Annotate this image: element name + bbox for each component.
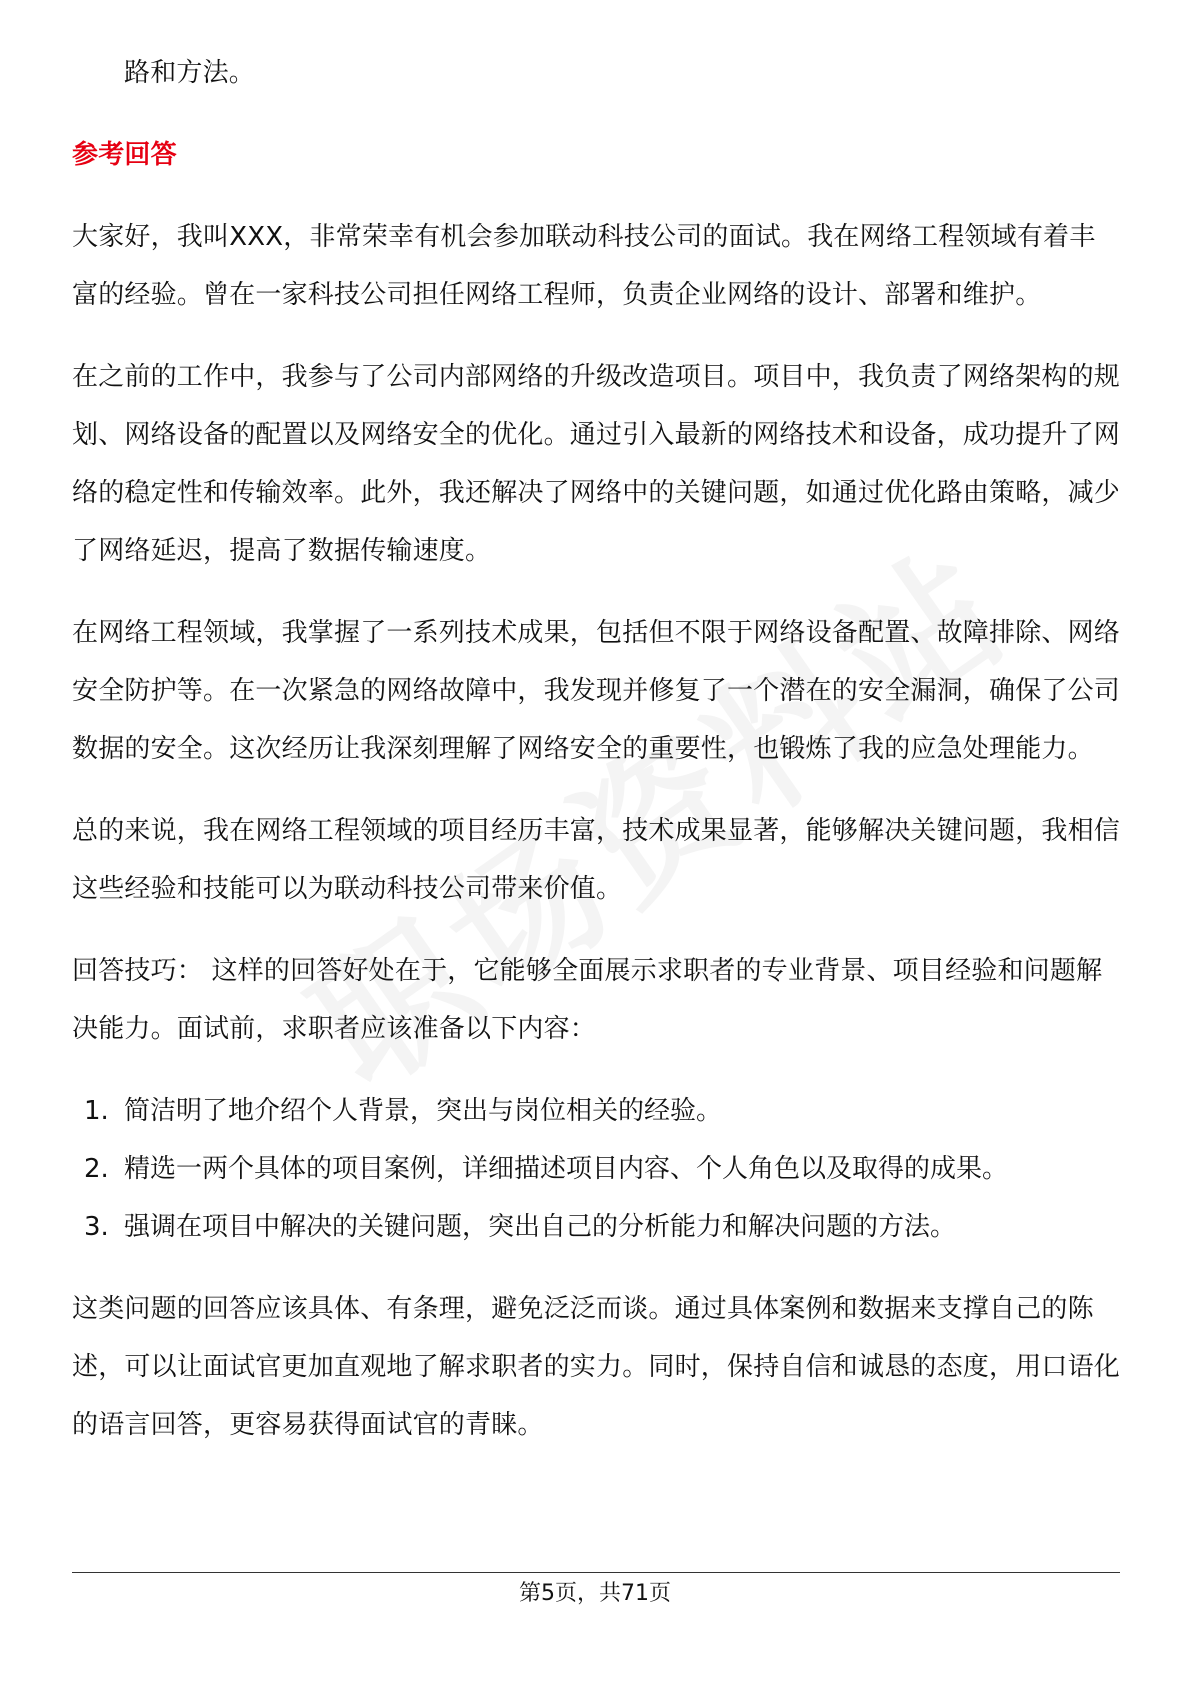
section-heading: 参考回答 xyxy=(72,140,177,170)
list-item-text: 强调在项目中解决的关键问题，突出自己的分析能力和解决问题的方法。 xyxy=(124,1212,957,1242)
page-content xyxy=(72,44,1120,1478)
answer-paragraph-4: 总的来说，我在网络工程领域的项目经历丰富，技术成果显著，能够解决关键问题，我相信这些经验和技能可以为联动科技公司带来价值。 xyxy=(72,816,1121,904)
list-item-number: 1. xyxy=(84,1096,109,1126)
list-item-number: 3. xyxy=(84,1212,109,1242)
answer-paragraph-1: 大家好，我叫XXX，非常荣幸有机会参加联动科技公司的面试。我在网络工程领域有着丰富的经验。曾在一家科技公司担任网络工程师，负责企业网络的设计、部署和维护。 xyxy=(72,222,1096,310)
list-item-number: 2. xyxy=(84,1154,109,1184)
answer-paragraph-2: 在之前的工作中，我参与了公司内部网络的升级改造项目。项目中，我负责了网络架构的规划、网络设备的配置以及网络安全的优化。通过引入最新的网络技术和设备，成功提升了网络的稳定性和传输效率。此外，我还解决了网络中的关键问题，如通过优化路由策略，减少了网络延迟，提高了数据传输速度。 xyxy=(72,362,1121,566)
list-item-text: 精选一两个具体的项目案例，详细描述项目内容、个人角色以及取得的成果。 xyxy=(124,1154,1009,1184)
answer-paragraph-3: 在网络工程领域，我掌握了一系列技术成果，包括但不限于网络设备配置、故障排除、网络安全防护等。在一次紧急的网络故障中，我发现并修复了一个潜在的安全漏洞，确保了公司数据的安全。这次经历让我深刻理解了网络安全的重要性，也锻炼了我的应急处理能力。 xyxy=(72,618,1121,764)
list-item xyxy=(84,1140,1120,1198)
list-item xyxy=(84,1198,1120,1256)
tips-intro-paragraph: 回答技巧： 这样的回答好处在于，它能够全面展示求职者的专业背景、项目经验和问题解决能力。面试前，求职者应该准备以下内容： xyxy=(72,956,1103,1044)
list-item xyxy=(84,1082,1120,1140)
continued-text: 路和方法。 xyxy=(124,58,256,88)
page-number: 第5页，共71页 xyxy=(519,1581,671,1606)
closing-paragraph: 这类问题的回答应该具体、有条理，避免泛泛而谈。通过具体案例和数据来支撑自己的陈述，可以让面试官更加直观地了解求职者的实力。同时，保持自信和诚恳的态度，用口语化的语言回答，更容易获得面试官的青睐。 xyxy=(72,1294,1121,1440)
footer-divider xyxy=(72,1572,1120,1573)
list-item-text: 简洁明了地介绍个人背景，突出与岗位相关的经验。 xyxy=(124,1096,723,1126)
tips-list xyxy=(72,1082,1120,1256)
